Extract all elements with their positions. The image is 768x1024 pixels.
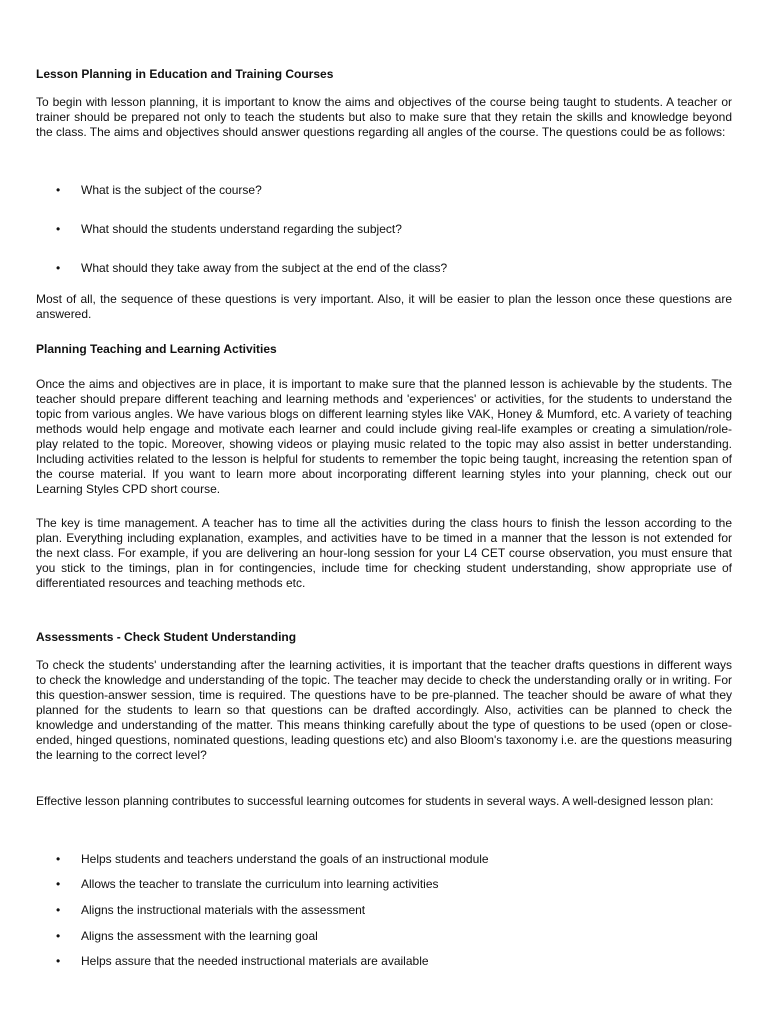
list-item-text: What should the students understand regarding the subject? <box>81 222 402 236</box>
list-item-text: Helps students and teachers understand the goals of an instructional module <box>81 852 489 866</box>
list-item-text: Aligns the instructional materials with the assessment <box>81 903 366 917</box>
bullet-icon: • <box>56 903 61 917</box>
bullet-icon: • <box>56 929 61 943</box>
paragraph-activities: Once the aims and objectives are in place, it is important to make sure that the planned lesson is achievable by the students. The teacher should prepare different teaching and learning methods and 'experiences' or activities, for the students to understand the topic from various angles. We have various blogs on different learning styles like VAK, Honey & Mumford, etc. A variety of teaching methods would help engage and motivate each learner and could include giving real-life examples or creating a simulation/role-play related to the topic. Moreover, showing videos or playing music related to the topic may also assist in better understanding. Including activities related to the lesson is helpful for students to remember the topic being taught, increasing the retention span of the course material. If you want to learn more about incorporating different learning styles into your planning, check out our Learning Styles CPD short course. <box>36 377 732 496</box>
paragraph-closing: Most of all, the sequence of these questions is very important. Also, it will be easier to plan the lesson once these questions are answered. <box>36 292 732 321</box>
list-item-text: Helps assure that the needed instructional materials are available <box>81 954 429 968</box>
bullet-icon: • <box>56 852 61 866</box>
heading-lesson-planning: Lesson Planning in Education and Training Courses <box>36 67 334 81</box>
bullet-icon: • <box>56 222 61 236</box>
bullet-icon: • <box>56 261 61 275</box>
list-item-text: What should they take away from the subject at the end of the class? <box>81 261 448 275</box>
list-item-text: What is the subject of the course? <box>81 183 262 197</box>
paragraph-effective-planning: Effective lesson planning contributes to successful learning outcomes for students in several ways. A well-designed lesson plan: <box>36 794 714 808</box>
heading-assessments: Assessments - Check Student Understanding <box>36 630 297 644</box>
bullet-icon: • <box>56 183 61 197</box>
paragraph-time-management: The key is time management. A teacher has to time all the activities during the class hours to finish the lesson according to the plan. Everything including explanation, examples, and activities have to be timed in a manner that the lesson is not extended for the next class. For example, if you are delivering an hour-long session for your L4 CET course observation, you must ensure that you stick to the timings, plan in for contingencies, include time for checking student understanding, show appropriate use of differentiated resources and teaching methods etc. <box>36 516 732 590</box>
list-item-text: Aligns the assessment with the learning goal <box>81 929 318 943</box>
heading-planning-activities: Planning Teaching and Learning Activities <box>36 342 277 356</box>
bullet-icon: • <box>56 877 61 891</box>
paragraph-assessments: To check the students' understanding after the learning activities, it is important that the teacher drafts questions in different ways to check the knowledge and understanding of the topic. The teacher may decide to check the understanding orally or in writing. For this question-answer session, time is required. The questions have to be pre-planned. The teacher should be aware of what they planned for the students to learn so that questions can be drafted accordingly. Also, activities can be planned to check the knowledge and understanding of the matter. This means thinking carefully about the type of questions to be used (open or close-ended, hinged questions, nominated questions, leading questions etc) and also Bloom's taxonomy i.e. are the questions measuring the learning to the correct level? <box>36 658 732 762</box>
bullet-icon: • <box>56 954 61 968</box>
list-item-text: Allows the teacher to translate the curriculum into learning activities <box>81 877 439 891</box>
paragraph-intro: To begin with lesson planning, it is important to know the aims and objectives of the course being taught to students. A teacher or trainer should be prepared not only to teach the students but also to make sure that they retain the skills and knowledge beyond the class. The aims and objectives should answer questions regarding all angles of the course. The questions could be as follows: <box>36 95 732 139</box>
